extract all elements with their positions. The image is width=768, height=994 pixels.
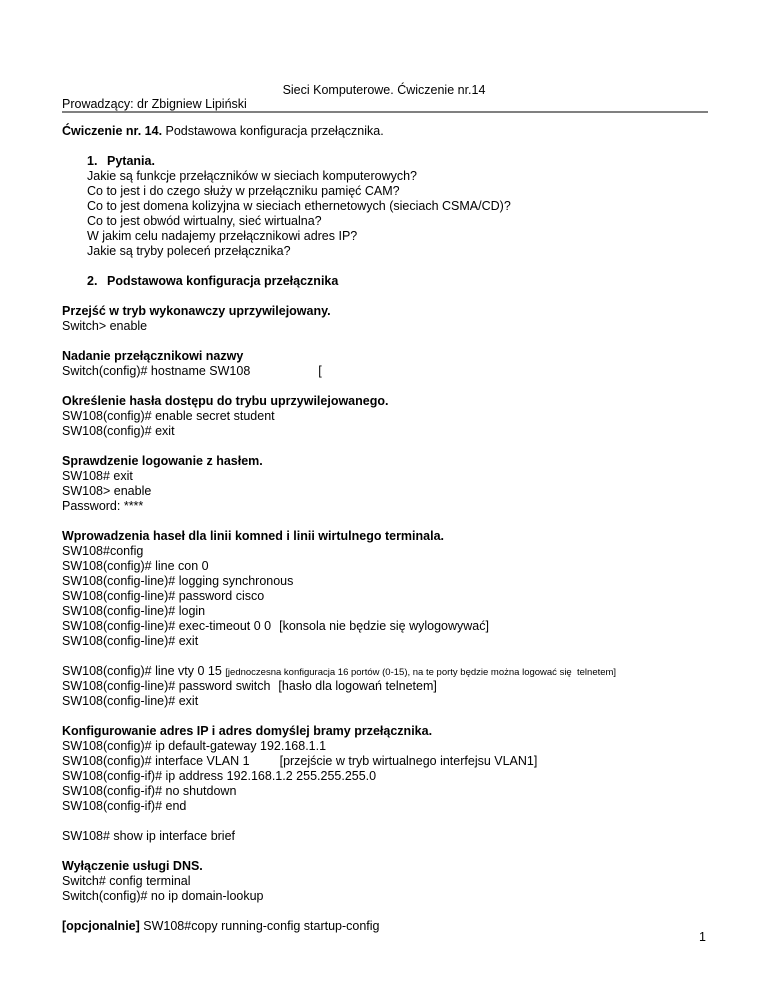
questions-heading bbox=[62, 154, 712, 169]
command-line: SW108#config bbox=[62, 544, 144, 558]
login-check-heading: Sprawdzenie logowanie z hasłem. bbox=[62, 454, 263, 468]
vlan-line bbox=[62, 754, 712, 769]
config-section-heading-text: Podstawowa konfiguracja przełącznika bbox=[107, 274, 339, 288]
dns-heading: Wyłączenie usługi DNS. bbox=[62, 859, 203, 873]
config-section-heading bbox=[62, 274, 712, 289]
command-line: Switch(config)# no ip domain-lookup bbox=[62, 889, 264, 903]
vlan-command: SW108(config)# interface VLAN 1 bbox=[62, 754, 250, 768]
command-line: Switch# config terminal bbox=[62, 874, 191, 888]
command-line: SW108(config)# ip default-gateway 192.168.1.1 bbox=[62, 739, 327, 753]
exercise-title bbox=[62, 124, 712, 139]
command-line: SW108(config-line)# logging synchronous bbox=[62, 574, 294, 588]
timeout-note: [konsola nie będzie się wylogowywać] bbox=[279, 619, 489, 633]
command-line: SW108(config-line)# password cisco bbox=[62, 589, 265, 603]
optional-line bbox=[62, 919, 712, 934]
hostname-heading: Nadanie przełącznikowi nazwy bbox=[62, 349, 244, 363]
command-line: SW108(config-if)# no shutdown bbox=[62, 784, 237, 798]
document-body bbox=[62, 124, 712, 934]
question-item: Co to jest obwód wirtualny, sieć wirtualna? bbox=[87, 214, 322, 228]
command-line: SW108# show ip interface brief bbox=[62, 829, 236, 843]
hostname-note: [ bbox=[318, 364, 322, 378]
vty-password-line bbox=[62, 679, 712, 694]
header-title: Sieci Komputerowe. Ćwiczenie nr.14 bbox=[282, 83, 486, 97]
vty-password-command: SW108(config-line)# password switch bbox=[62, 679, 271, 693]
command-line: SW108(config-if)# ip address 192.168.1.2 255.255.255.0 bbox=[62, 769, 377, 783]
page-number: 1 bbox=[699, 930, 706, 944]
hostname-line bbox=[62, 364, 712, 379]
command-line: SW108(config)# line con 0 bbox=[62, 559, 209, 573]
command-line: SW108(config-line)# exit bbox=[62, 634, 199, 648]
question-item: Co to jest i do czego służy w przełączniku pamięć CAM? bbox=[87, 184, 400, 198]
question-item: W jakim celu nadajemy przełącznikowi adres IP? bbox=[87, 229, 358, 243]
command-line: SW108> enable bbox=[62, 484, 152, 498]
command-line: SW108(config)# enable secret student bbox=[62, 409, 275, 423]
timeout-command: SW108(config-line)# exec-timeout 0 0 bbox=[62, 619, 272, 633]
vty-command: SW108(config)# line vty 0 15 bbox=[62, 664, 222, 678]
command-line: SW108(config)# exit bbox=[62, 424, 175, 438]
question-item: Co to jest domena kolizyjna w sieciach ethernetowych (sieciach CSMA/CD)? bbox=[87, 199, 511, 213]
questions-number: 1. bbox=[87, 154, 98, 168]
hostname-command: Switch(config)# hostname SW108 bbox=[62, 364, 251, 378]
header-divider bbox=[62, 111, 708, 113]
secret-heading: Określenie hasła dostępu do trybu uprzywilejowanego. bbox=[62, 394, 389, 408]
vty-note: [jednoczesna konfiguracja 16 portów (0-15), na te porty będzie można logować się telnetem] bbox=[225, 667, 617, 678]
vlan-note: [przejście w tryb wirtualnego interfejsu VLAN1] bbox=[279, 754, 538, 768]
command-line: SW108(config-if)# end bbox=[62, 799, 187, 813]
exercise-label: Ćwiczenie nr. 14. bbox=[62, 124, 163, 138]
command-line: SW108# exit bbox=[62, 469, 133, 483]
command-line: Password: **** bbox=[62, 499, 144, 513]
vty-line bbox=[62, 664, 712, 679]
command-line: SW108(config-line)# exit bbox=[62, 694, 199, 708]
command-line: Switch> enable bbox=[62, 319, 148, 333]
vty-password-note: [hasło dla logowań telnetem] bbox=[278, 679, 437, 693]
optional-command: SW108#copy running-config startup-config bbox=[139, 919, 380, 933]
questions-heading-text: Pytania. bbox=[107, 154, 155, 168]
ip-config-heading: Konfigurowanie adres IP i adres domyślej bramy przełącznika. bbox=[62, 724, 433, 738]
question-item: Jakie są funkcje przełączników w sieciach komputerowych? bbox=[87, 169, 418, 183]
config-section-number: 2. bbox=[87, 274, 98, 288]
timeout-line bbox=[62, 619, 712, 634]
line-passwords-heading: Wprowadzenia haseł dla linii komned i linii wirtulnego terminala. bbox=[62, 529, 445, 543]
command-line: SW108(config-line)# login bbox=[62, 604, 206, 618]
optional-label: [opcjonalnie] bbox=[62, 919, 140, 933]
question-item: Jakie są tryby poleceń przełącznika? bbox=[87, 244, 291, 258]
header-lecturer: Prowadzący: dr Zbigniew Lipiński bbox=[62, 97, 247, 111]
privileged-heading: Przejść w tryb wykonawczy uprzywilejowany. bbox=[62, 304, 331, 318]
exercise-title-text: Podstawowa konfiguracja przełącznika. bbox=[162, 124, 384, 138]
